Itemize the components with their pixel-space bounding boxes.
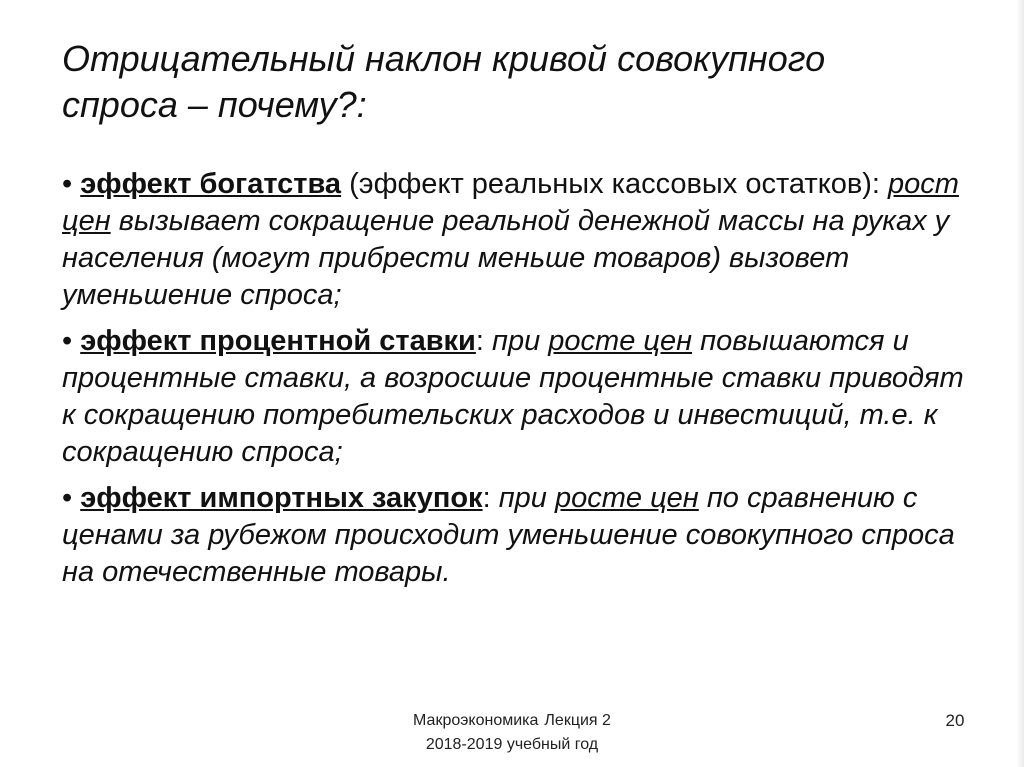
bullet-import-effect <box>62 480 982 591</box>
bullet-text-underlined: росте цен <box>548 325 693 357</box>
bullet-term: эффект богатства <box>80 168 342 200</box>
footer-course: Макроэкономика <box>413 712 539 729</box>
bullet-text-italic: вызывает сокращение реальной денежной массы на руках у населения (могут прибрести меньше товаров) вызовет уменьшение спроса; <box>62 205 950 311</box>
bullet-marker: • <box>62 168 73 200</box>
footer-lecture: Лекция 2 <box>544 712 611 729</box>
footer-info <box>312 709 712 757</box>
bullet-text-italic-pre: при <box>492 325 549 357</box>
slide-footer <box>0 709 1024 759</box>
bullet-marker: • <box>62 482 73 514</box>
slide-title-line-1: Отрицательный наклон кривой совокупного <box>62 38 826 79</box>
bullet-text-italic: по сравнению с ценами за рубежом происходит уменьшение совокупного спроса на отечественные товары. <box>62 482 955 588</box>
bullet-text-italic: повышаются и процентные ставки, а возросшие процентные ставки приводят к сокращению потребительских расходов и инвестиций, т.е. к сокращению спроса; <box>62 325 964 468</box>
slide-title <box>62 36 962 128</box>
bullet-text-underlined: росте цен <box>554 482 699 514</box>
bullet-term: эффект процентной ставки <box>80 325 476 357</box>
bullet-colon: : <box>482 482 499 514</box>
page-number: 20 <box>945 711 965 730</box>
bullet-colon: : <box>475 325 492 357</box>
slide-edge-shadow <box>1016 0 1024 767</box>
bullet-term: эффект импортных закупок <box>80 482 483 514</box>
bullet-list <box>62 166 982 600</box>
bullet-wealth-effect <box>62 166 982 314</box>
bullet-interest-rate-effect <box>62 323 982 471</box>
bullet-marker: • <box>62 325 73 357</box>
bullet-text-italic-pre: при <box>498 482 555 514</box>
slide-title-line-2: спроса – почему?: <box>62 84 367 125</box>
bullet-text-underlined: рост цен <box>62 168 959 237</box>
footer-year: 2018-2019 учебный год <box>425 736 599 753</box>
bullet-text-plain: (эффект реальных кассовых остатков): <box>341 168 889 200</box>
